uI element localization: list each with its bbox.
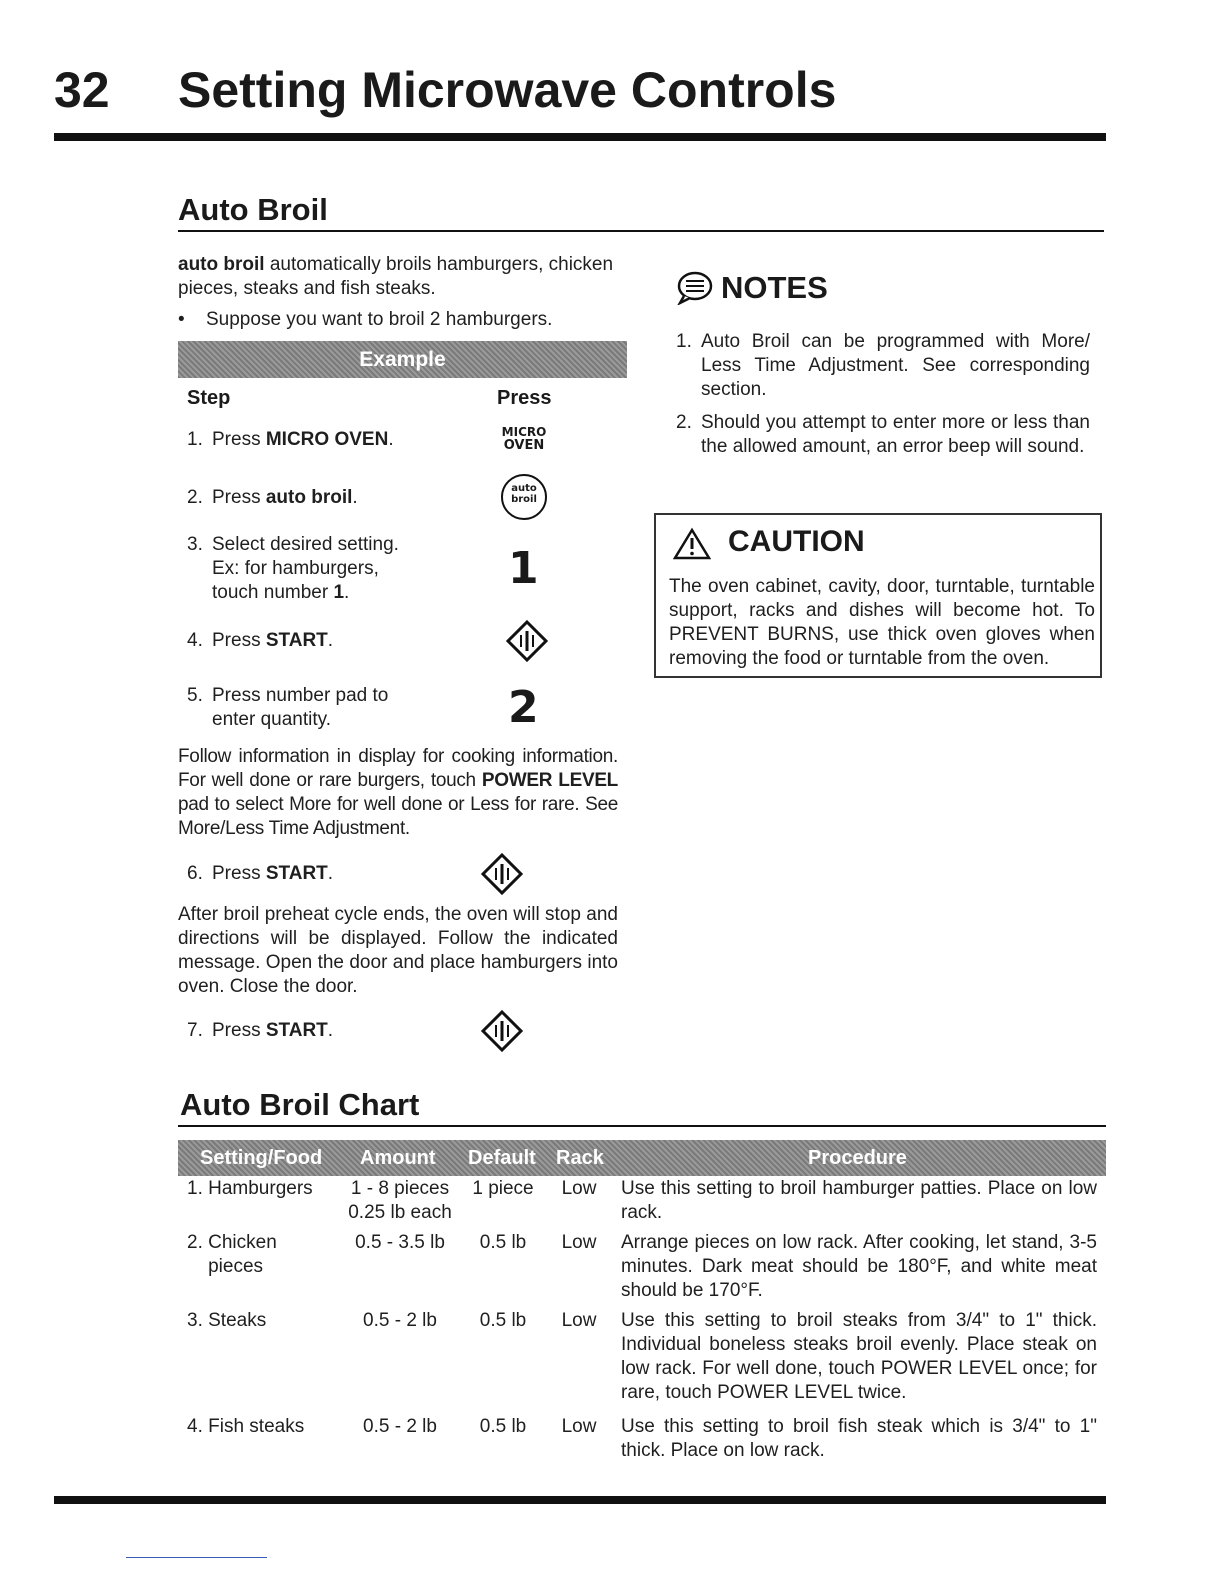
table-row-1-rack: Low — [561, 1178, 597, 1199]
col-header-procedure: Procedure — [808, 1147, 907, 1169]
section-title-auto-broil-chart: Auto Broil Chart — [180, 1087, 420, 1122]
table-row-3-setting: 3. Steaks — [187, 1310, 267, 1331]
step-2: 2. Press auto broil. — [187, 487, 358, 508]
step-5: 5. Press number pad to enter quantity. — [187, 685, 389, 730]
table-row-1-setting: 1. Hamburgers — [187, 1178, 313, 1199]
section-title-auto-broil: Auto Broil — [178, 192, 328, 227]
header-rule — [54, 133, 1106, 141]
step-6: 6. Press START. — [187, 863, 334, 884]
table-row-4-default: 0.5 lb — [479, 1416, 527, 1437]
table-row-1-default: 1 piece — [472, 1178, 534, 1199]
table-row-3-rack: Low — [561, 1310, 597, 1331]
col-header-amount: Amount — [360, 1147, 436, 1169]
notes-icon — [676, 271, 714, 305]
step-column-header: Step — [187, 387, 231, 409]
table-row-2-amount: 0.5 - 3.5 lb — [355, 1232, 445, 1253]
start-key-icon — [480, 852, 524, 896]
step-1: 1. Press MICRO OVEN. — [187, 429, 394, 450]
section-rule — [178, 230, 1104, 232]
press-column-header: Press — [497, 387, 552, 409]
table-row-4-procedure: Use this setting to broil fish steak which is 3/4" to 1" thick. Place on low rack. — [621, 1416, 1097, 1461]
chart-header-row — [178, 1140, 1106, 1176]
after-preheat-text: After broil preheat cycle ends, the oven will stop and directions will be displayed. Follow the indicated message. Open the door and place hamburgers into oven. Close the door. — [178, 904, 618, 997]
table-row-3-amount: 0.5 - 2 lb — [363, 1310, 437, 1331]
digit-two-key: 2 — [508, 682, 539, 733]
table-row-3-default: 0.5 lb — [479, 1310, 527, 1331]
table-row-3-procedure: Use this setting to broil steaks from 3/4" to 1" thick. Individual boneless steaks broil evenly. Place steak on low rack. For well done, touch POWER LEVEL once; for rare, touch POWER LEVEL twice. — [621, 1310, 1097, 1403]
col-header-default: Default — [468, 1147, 536, 1169]
table-row-4-setting: 4. Fish steaks — [187, 1416, 305, 1437]
caution-text: The oven cabinet, cavity, door, turntable, turntable support, racks and dishes will become hot. To PREVENT BURNS, use thick oven gloves when removing the food or turntable from the oven. — [669, 576, 1095, 669]
page-number: 32 — [54, 62, 110, 118]
intro-rest: automatically broils hamburgers, chicken pieces, steaks and fish steaks. — [178, 254, 614, 299]
table-row-1-procedure: Use this setting to broil hamburger patties. Place on low rack. — [621, 1178, 1097, 1223]
list-item: 2. Should you attempt to enter more or less than the allowed amount, an error beep will sound. — [676, 412, 1090, 457]
col-header-setting: Setting/Food — [200, 1147, 323, 1169]
auto-broil-key-icon: auto broil — [501, 474, 547, 520]
table-row-1-amount: 1 - 8 pieces 0.25 lb each — [348, 1178, 452, 1223]
footer-rule — [54, 1496, 1106, 1504]
table-row-4-amount: 0.5 - 2 lb — [363, 1416, 437, 1437]
example-bar: Example — [178, 341, 627, 378]
follow-text: Follow information in display for cooking information. For well done or rare burgers, touch POWER LEVEL pad to select More for well done or Less for rare. See More/Less Time Adjustment. — [178, 746, 618, 839]
start-key-icon — [505, 619, 549, 663]
table-row-4-rack: Low — [561, 1416, 597, 1437]
bullet-dot: • — [178, 309, 185, 330]
intro-text — [178, 253, 633, 301]
digit-one-key: 1 — [508, 543, 539, 594]
step-4: 4. Press START. — [187, 630, 334, 651]
table-row-2-setting: 2. Chicken pieces — [187, 1232, 277, 1277]
list-item: 1. Auto Broil can be programmed with More/ Less Time Adjustment. See corresponding section. — [676, 331, 1090, 400]
start-key-icon — [480, 1009, 524, 1053]
page-title: Setting Microwave Controls — [178, 62, 837, 118]
warning-icon — [673, 527, 711, 561]
caution-title: CAUTION — [728, 525, 865, 558]
step-3: 3. Select desired setting. Ex: for hamburgers, touch number 1. — [187, 534, 399, 603]
intro-bold: auto broil — [178, 254, 265, 275]
step-7: 7. Press START. — [187, 1020, 334, 1041]
micro-oven-key: MICRO OVEN — [501, 425, 547, 453]
bullet-text: Suppose you want to broil 2 hamburgers. — [206, 309, 553, 330]
footer-link-line — [126, 1557, 267, 1558]
table-row-2-rack: Low — [561, 1232, 597, 1253]
chart-rule — [178, 1125, 1106, 1127]
caution-box — [654, 513, 1102, 678]
table-row-2-default: 0.5 lb — [479, 1232, 527, 1253]
col-header-rack: Rack — [556, 1147, 604, 1169]
notes-list — [676, 330, 1090, 459]
bullet-item — [178, 308, 633, 332]
notes-title: NOTES — [721, 270, 828, 305]
table-row-2-procedure: Arrange pieces on low rack. After cooking, let stand, 3-5 minutes. Dark meat should be 180°F, and white meat should be 170°F. — [621, 1232, 1097, 1301]
